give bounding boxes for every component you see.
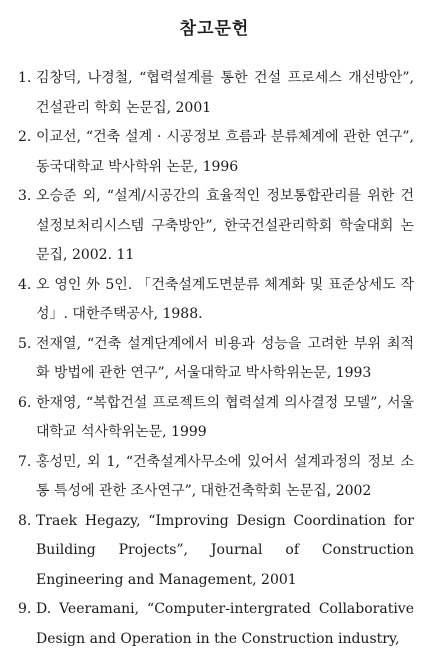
page-title: 참고문헌: [179, 19, 250, 39]
reference-text: D. Veeramani, “Computer-intergrated Collaborative Design and Operation in the Construction industry,: [36, 601, 414, 647]
reference-text: Traek Hegazy, “Improving Design Coordination for Building Projects”, Journal of Construction Engineering and Management, 2001: [36, 512, 414, 588]
reference-number: 2.: [18, 129, 32, 145]
reference-number: 9.: [18, 601, 32, 617]
reference-number: 6.: [18, 394, 32, 411]
reference-item: [18, 448, 414, 507]
reference-text: 오승준 외, “설계/시공간의 효율적인 정보통합관리를 위한 건설정보처리시스템 구축방안”, 한국건설관리학회 학술대회 논문집, 2002. 11: [36, 188, 414, 263]
reference-item: [18, 182, 414, 271]
reference-item: [18, 507, 414, 596]
reference-item: [18, 271, 414, 330]
reference-item: [18, 389, 414, 448]
reference-text: 김창덕, 나경철, “협력설계를 통한 건설 프로세스 개선방안”, 건설관리 학회 논문집, 2001: [36, 70, 414, 116]
reference-text: 오 영인 外 5인. 「건축설계도면분류 체계화 및 표준상세도 작성」. 대한주택공사, 1988.: [36, 276, 414, 322]
reference-number: 7.: [18, 453, 32, 470]
reference-number: 4.: [18, 276, 32, 293]
reference-number: 5.: [18, 335, 32, 352]
reference-list: [18, 64, 414, 654]
reference-text: 홍성민, 외 1, “건축설계사무소에 있어서 설계과정의 정보 소통 특성에 관한 조사연구”, 대한건축학회 논문집, 2002: [36, 453, 414, 499]
reference-item: [18, 330, 414, 389]
reference-item: [18, 123, 414, 182]
reference-text: 이교선, “건축 설계 · 시공정보 흐름과 분류체계에 관한 연구”, 동국대학교 박사학위 논문, 1996: [36, 129, 414, 175]
reference-number: 8.: [18, 512, 32, 529]
reference-number: 3.: [18, 188, 32, 204]
reference-text: 전재열, “건축 설계단계에서 비용과 성능을 고려한 부위 최적화 방법에 관한 연구”, 서울대학교 박사학위논문, 1993: [36, 335, 414, 381]
reference-item: [18, 64, 414, 123]
reference-text: 한재영, “복합건설 프로젝트의 협력설계 의사결정 모델”, 서울대학교 석사학위논문, 1999: [36, 394, 414, 440]
reference-number: 1.: [18, 70, 32, 86]
